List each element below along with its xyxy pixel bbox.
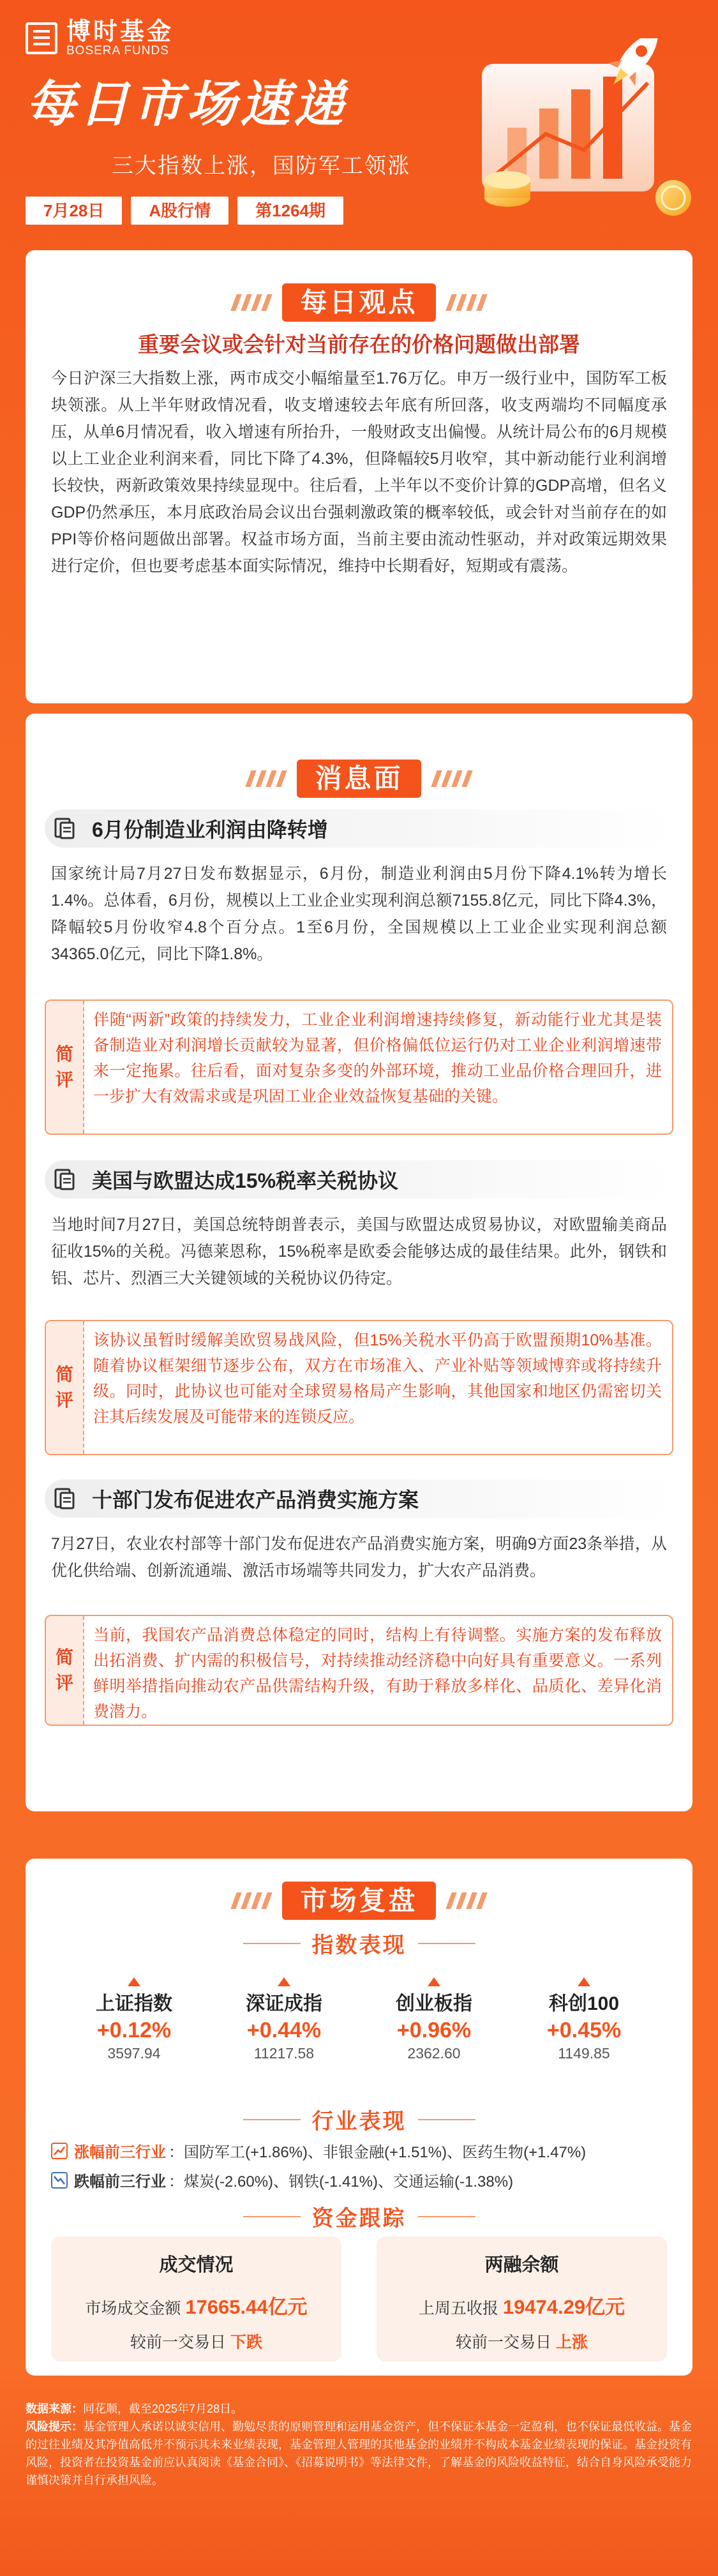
news-item-title: 6月份制造业利润由降转增	[92, 818, 328, 841]
comment-text: 当前，我国农产品消费总体稳定的同时，结构上有待调整。实施方案的发布释放出拓消费、扩内需的积极信号，对持续推动经济稳中向好具有重要意义。一系列鲜明举措指向推动农产品供需结构升级，有助于释放多样化、品质化、差异化消费潜力。	[93, 1626, 662, 1721]
up-arrow-icon	[278, 1977, 290, 1986]
daily-view-header	[26, 283, 692, 322]
header-tags	[26, 197, 352, 225]
up-arrow-icon	[128, 1977, 140, 1986]
gain-label: 涨幅前三行业	[74, 2144, 166, 2161]
margin-box	[377, 2236, 667, 2362]
page-title: 每日市场速递	[26, 76, 348, 132]
document-icon	[45, 1160, 83, 1199]
date-tag: 7月28日	[26, 197, 122, 225]
document-icon	[45, 809, 83, 848]
index-item: 创业板指 +0.96% 2362.60	[370, 1977, 498, 2063]
trend-up-icon	[51, 2143, 68, 2159]
brand-logo	[26, 19, 174, 57]
up-arrow-icon	[428, 1977, 440, 1986]
news-item-body: 当地时间7月27日，美国总统特朗普表示，美国与欧盟达成贸易协议，对欧盟输美商品征收15%的关税。冯德莱恩称，15%税率是欧委会能够达成的最佳结果。此外，钢铁和铝、芯片、烈酒三大关键领域的关税协议仍待定。	[51, 1216, 667, 1287]
industry-gain-row	[51, 2139, 680, 2162]
margin-title: 两融余额	[484, 2255, 559, 2275]
margin-line: 上周五收报 19474.29亿元	[418, 2296, 625, 2318]
daily-view-card	[26, 250, 692, 703]
comment-text: 伴随“两新”政策的持续发力，工业企业利润增速持续修复，新动能行业尤其是装备制造业对利润增长贡献较为显著，但价格偏低位运行仍对工业企业利润增速带来一定拖累。往后看，面对复杂多变的外部环境，推动工业品价格合理回升，进一步扩大有效需求或是巩固工业企业效益恢复基础的关键。	[93, 1011, 662, 1105]
decor-bars-left-icon	[234, 1892, 269, 1909]
news-item-title: 美国与欧盟达成15%税率关税协议	[92, 1169, 399, 1192]
daily-view-title: 每日观点	[282, 283, 435, 322]
news-item-header	[45, 809, 673, 848]
header	[0, 0, 718, 236]
logo-icon	[26, 22, 57, 54]
disclaimer	[26, 2400, 692, 2489]
decor-bars-left-icon	[248, 770, 284, 787]
decor-bars-right-icon	[449, 1892, 484, 1909]
logo-en: BOSERA FUNDS	[66, 44, 169, 57]
news-item-header	[45, 1160, 673, 1199]
index-list	[70, 1977, 648, 2063]
market-header	[26, 1882, 692, 1920]
daily-view-headline: 重要会议或会针对当前存在的价格问题做出部署	[138, 333, 580, 356]
trend-down-icon	[51, 2172, 68, 2189]
news-card	[26, 714, 692, 1811]
news-comment	[45, 1000, 673, 1135]
comment-label: 简 评	[46, 1001, 84, 1134]
turnover-title: 成交情况	[159, 2255, 234, 2275]
loss-text: ：煤炭(-2.60%)、钢铁(-1.41%)、交通运输(-1.38%)	[168, 2173, 514, 2190]
decor-bars-left-icon	[234, 294, 269, 311]
news-comment	[45, 1320, 673, 1455]
news-item-title: 十部门发布促进农产品消费实施方案	[92, 1488, 419, 1511]
news-comment	[45, 1615, 673, 1726]
index-item: 上证指数 +0.12% 3597.94	[70, 1977, 198, 2063]
decor-bars-right-icon	[449, 294, 484, 311]
decor-bars-right-icon	[434, 770, 470, 787]
source-line: 数据来源：同花顺，截至2025年7月28日。	[26, 2402, 243, 2415]
loss-label: 跌幅前三行业	[74, 2173, 166, 2190]
news-item-body: 7月27日，农业农村部等十部门发布促进农产品消费实施方案，明确9方面23条举措，从优化供给端、创新流通端、激活市场端等共同发力，扩大农产品消费。	[51, 1535, 667, 1580]
comment-label: 简 评	[46, 1616, 84, 1725]
index-item: 科创100 +0.45% 1149.85	[520, 1977, 648, 2063]
turnover-line: 市场成交金额 17665.44亿元	[85, 2296, 308, 2318]
market-card	[26, 1859, 692, 2376]
rocket-chart-illustration-icon	[456, 38, 705, 223]
market-tag: A股行情	[131, 197, 228, 225]
turnover-box	[51, 2236, 341, 2362]
turnover-compare: 较前一交易日 下跌	[130, 2333, 262, 2351]
logo-cn: 博时基金	[66, 19, 174, 45]
news-item-body: 国家统计局7月27日发布数据显示，6月份，制造业利润由5月份下降4.1%转为增长1.4%。总体看，6月份，规模以上工业企业实现利润总额7155.8亿元，同比下降4.3%，降幅较5月份收窄4.8个百分点。1至6月份，全国规模以上工业企业实现利润总额34365.0亿元，同比下降1.8%。	[51, 865, 667, 963]
gain-text: ：国防军工(+1.86%)、非银金融(+1.51%)、医药生物(+1.47%)	[168, 2144, 587, 2161]
news-item-header	[45, 1479, 673, 1518]
up-arrow-icon	[578, 1977, 590, 1986]
risk-line: 风险提示：基金管理人承诺以诚实信用、勤勉尽责的原则管理和运用基金资产，但不保证本基金一定盈利，也不保证最低收益。基金的过往业绩及其净值高低并不预示其未来业绩表现，基金管理人管理的其他基金的业绩并不构成本基金业绩表现的保证。基金投资有风险，投资者在投资基金前应认真阅读《基金合同》、《招募说明书》等法律文件，了解基金的风险收益特征，结合自身风险承受能力谨慎决策并自行承担风险。	[26, 2420, 692, 2487]
market-section-title: 市场复盘	[282, 1882, 435, 1920]
daily-view-body: 今日沪深三大指数上涨，两市成交小幅缩量至1.76万亿。申万一级行业中，国防军工板块领涨。从上半年财政情况看，收支增速较去年底有所回落，收支两端均不同幅度承压，从单6月情况看，收入增速有所抬升，一般财政支出偏慢。从统计局公布的6月规模以上工业企业利润来看，同比下降了4.3%，但降幅较5月收窄，其中新动能行业利润增长较快，两新政策效果持续显现中。往后看，上半年以不变价计算的GDP高增，但名义GDP仍然承压，本月底政治局会议出台强刺激政策的概率较低，或会针对当前存在的如PPI等价格问题做出部署。权益市场方面，当前主要由流动性驱动，并对政策远期效果进行定价，但也要考虑基本面实际情况，维持中长期看好，短期或有震荡。	[51, 370, 667, 575]
comment-text: 该协议虽暂时缓解美欧贸易战风险，但15%关税水平仍高于欧盟预期10%基准。随着协议框架细节逐步公布，双方在市场准入、产业补贴等领域博弈或将持续升级。同时，此协议也可能对全球贸易格局产生影响，其他国家和地区仍需密切关注其后续发展及可能带来的连锁反应。	[93, 1331, 662, 1426]
index-item: 深证成指 +0.44% 11217.58	[220, 1977, 348, 2063]
comment-label: 简 评	[46, 1321, 84, 1454]
document-icon	[45, 1479, 83, 1518]
industry-loss-row	[51, 2169, 680, 2191]
page-subtitle: 三大指数上涨，国防军工领涨	[112, 154, 410, 178]
news-header	[26, 760, 692, 798]
margin-compare: 较前一交易日 上涨	[456, 2333, 588, 2351]
issue-tag: 第1264期	[237, 197, 343, 225]
news-section-title: 消息面	[297, 760, 421, 798]
industry-subtitle: 行业表现	[26, 2104, 692, 2135]
fund-subtitle: 资金跟踪	[26, 2201, 692, 2232]
index-subtitle: 指数表现	[26, 1928, 692, 1959]
